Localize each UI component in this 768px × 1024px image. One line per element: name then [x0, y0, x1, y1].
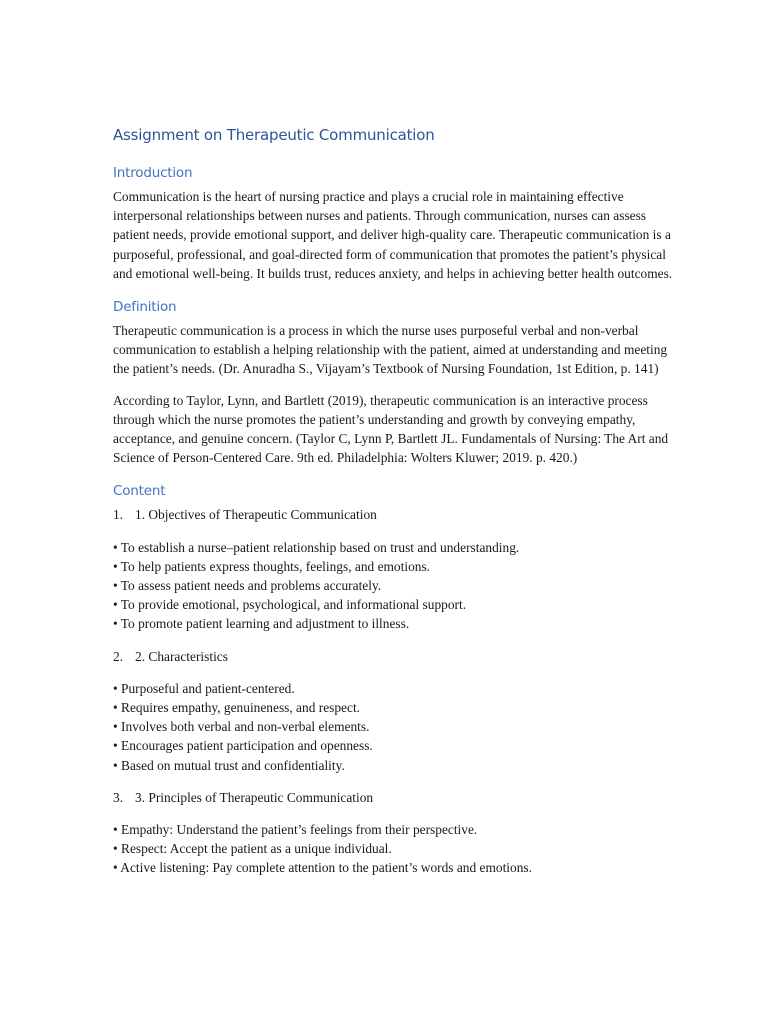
list-item: • Encourages patient participation and openness. — [113, 738, 373, 754]
list-number: 2. — [113, 648, 124, 664]
document-title: Assignment on Therapeutic Communication — [113, 126, 435, 144]
content-heading: Content — [113, 483, 166, 500]
list-item: • To promote patient learning and adjustment to illness. — [113, 616, 410, 632]
characteristics-list — [113, 679, 673, 775]
section-title-principles — [113, 788, 673, 807]
definition-paragraph-2: According to Taylor, Lynn, and Bartlett (2019), therapeutic communication is an interactive process through which the nurse promotes the patient’s understanding and growth by conveying empathy, acceptance, and genuine concern. (Taylor C, Lynn P, Bartlett JL. Fundamentals of Nursing: The Art and Science of Person-Centered Care. 9th ed. Philadelphia: Wolters Kluwer; 2019. p. 420.) — [113, 392, 669, 466]
section-title-characteristics — [113, 647, 673, 666]
list-item: • Empathy: Understand the patient’s feelings from their perspective. — [113, 822, 478, 838]
list-item: • To provide emotional, psychological, and informational support. — [113, 597, 467, 613]
list-item: • Active listening: Pay complete attention to the patient’s words and emotions. — [113, 860, 532, 876]
list-item: • To help patients express thoughts, feelings, and emotions. — [113, 558, 431, 574]
introduction-heading: Introduction — [113, 165, 193, 181]
list-item: • Purposeful and patient-centered. — [113, 680, 295, 696]
list-item: • Based on mutual trust and confidentiality. — [113, 757, 345, 773]
principles-list — [113, 820, 673, 878]
list-item: • Respect: Accept the patient as a unique individual. — [113, 841, 392, 857]
section-title-text: 2. Characteristics — [135, 648, 228, 664]
section-title-text: 1. Objectives of Therapeutic Communication — [135, 507, 377, 523]
list-number: 1. — [113, 507, 124, 523]
definition-heading: Definition — [113, 299, 177, 316]
list-item: • To assess patient needs and problems accurately. — [113, 578, 382, 594]
section-title-text: 3. Principles of Therapeutic Communication — [135, 789, 374, 805]
list-item: • Involves both verbal and non-verbal elements. — [113, 719, 370, 735]
objectives-list — [113, 538, 673, 634]
list-item: • To establish a nurse–patient relationship based on trust and understanding. — [113, 539, 520, 555]
list-item: • Requires empathy, genuineness, and respect. — [113, 700, 361, 716]
list-number: 3. — [113, 789, 124, 805]
introduction-paragraph: Communication is the heart of nursing practice and plays a crucial role in maintaining effective interpersonal relationships between nurses and patients. Through communication, nurses can assess patient needs, provide emotional support, and deliver high-quality care. Therapeutic communication is a purposeful, professional, and goal-directed form of communication that promotes the patient’s physical and emotional well-being. It builds trust, reduces anxiety, and helps in achieving better health outcomes. — [113, 189, 673, 281]
document-page — [113, 122, 673, 891]
definition-paragraph-1: Therapeutic communication is a process in which the nurse uses purposeful verbal and non-verbal communication to establish a helping relationship with the patient, aimed at understanding and meeting the patient’s needs. (Dr. Anuradha S., Vijayam’s Textbook of Nursing Foundation, 1st Edition, p. 141) — [113, 323, 668, 377]
section-title-objectives — [113, 505, 673, 524]
